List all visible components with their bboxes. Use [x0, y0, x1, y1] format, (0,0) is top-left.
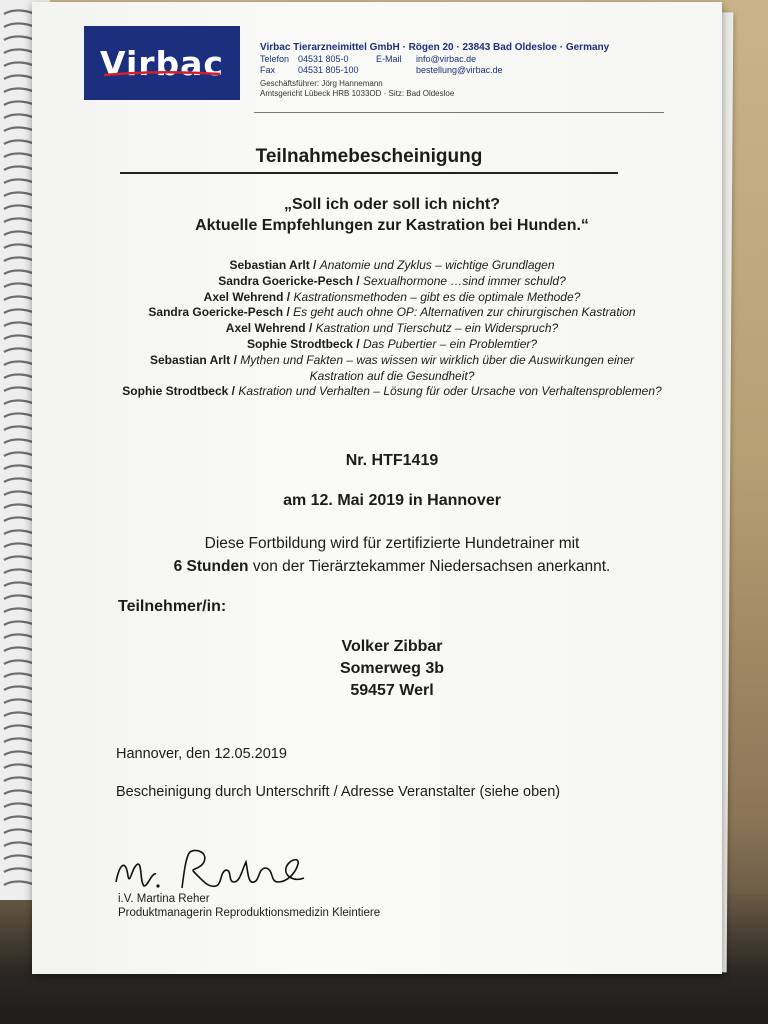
- talk-topic: Anatomie und Zyklus – wichtige Grundlagen: [319, 258, 555, 272]
- talk-topic: Sexualhormone …sind immer schuld?: [362, 273, 566, 288]
- talk-speaker: Sandra Goericke-Pesch: [218, 273, 353, 288]
- registry-info: Amtsgericht Lübeck HRB 1033OD · Sitz: Bad Oldesloe: [260, 88, 455, 98]
- talk-separator: /: [309, 258, 320, 272]
- course-title-line1: „Soll ich oder soll ich nicht?: [283, 196, 501, 213]
- talk-item: [122, 353, 662, 385]
- talk-item: [122, 384, 662, 400]
- signer-role: Produktmanagerin Reproduktionsmedizin Kleintiere: [118, 907, 381, 919]
- course-number: Nr. HTF1419: [345, 452, 439, 469]
- phone-label: Telefon: [260, 53, 290, 64]
- logo-text: Virbac: [100, 43, 224, 83]
- company-info: [260, 42, 680, 99]
- recognition-line2: [92, 555, 692, 578]
- talk-item: [122, 337, 662, 353]
- signature-note: Bescheinigung durch Unterschrift / Adresse Veranstalter (siehe oben): [116, 784, 561, 800]
- participant-name: Volker Zibbar: [341, 638, 443, 655]
- talk-separator: /: [352, 273, 363, 288]
- talk-separator: /: [283, 305, 294, 320]
- recognition-hours: 6 Stunden: [173, 558, 249, 575]
- talk-list: [122, 258, 662, 400]
- email-label: E-Mail: [376, 53, 402, 64]
- course-title: [92, 194, 692, 236]
- talk-separator: /: [228, 384, 239, 399]
- talk-separator: /: [305, 321, 316, 336]
- talk-topic: Kastrationsmethoden – gibt es die optimale Methode?: [293, 289, 581, 304]
- talk-item: [122, 258, 662, 274]
- course-date-place: am 12. Mai 2019 in Hannover: [283, 492, 501, 509]
- talk-separator: /: [352, 336, 363, 351]
- talk-speaker: Axel Wehrend: [225, 321, 306, 336]
- recognition-statement: [92, 532, 692, 578]
- talk-separator: /: [230, 352, 241, 367]
- order-email-value: bestellung@virbac.de: [416, 65, 503, 75]
- participant-label: Teilnehmer/in:: [118, 598, 227, 615]
- talk-item: [122, 274, 662, 290]
- talk-topic: Es geht auch ohne OP: Alternativen zur chirurgischen Kastration: [293, 305, 636, 320]
- talk-speaker: Sandra Goericke-Pesch: [148, 305, 284, 320]
- page-title: Teilnahmebescheinigung: [255, 146, 483, 167]
- talk-topic: Mythen und Fakten – was wissen wir wirklich über die Auswirkungen einer Kastration auf die Gesundheit?: [240, 352, 634, 383]
- talk-topic: Das Pubertier – ein Problemtier?: [362, 336, 538, 351]
- contact-row-phone: [260, 54, 680, 66]
- fax-label: Fax: [260, 65, 276, 75]
- place-date: Hannover, den 12.05.2019: [116, 746, 287, 762]
- talk-speaker: Sophie Strodtbeck: [122, 384, 229, 399]
- logo-swoosh-icon: [102, 70, 222, 78]
- managing-director: Geschäftsführer: Jörg Hannemann: [260, 78, 383, 88]
- participant-city: 59457 Werl: [350, 682, 434, 699]
- virbac-logo: [84, 26, 240, 100]
- talk-separator: /: [283, 289, 294, 304]
- talk-speaker: Sebastian Arlt: [229, 258, 310, 272]
- contact-row-fax: [260, 65, 680, 77]
- company-line: Virbac Tierarzneimittel GmbH · Rögen 20 · 23843 Bad Oldesloe · Germany: [260, 42, 610, 53]
- talk-topic: Kastration und Tierschutz – ein Widerspruch?: [315, 321, 559, 336]
- recognition-line2-rest: von der Tierärztekammer Niedersachsen anerkannt.: [248, 558, 611, 575]
- handwritten-signature: [112, 842, 312, 898]
- participant-street: Somerweg 3b: [339, 660, 445, 677]
- recognition-line1: Diese Fortbildung wird für zertifizierte Hundetrainer mit: [204, 535, 580, 552]
- talk-speaker: Sophie Strodtbeck: [246, 336, 353, 351]
- title-underline: [120, 172, 618, 174]
- signer-block: [118, 892, 380, 920]
- talk-item: [122, 290, 662, 306]
- talk-item: [122, 305, 662, 321]
- talk-speaker: Sebastian Arlt: [150, 352, 231, 367]
- header-divider: [254, 112, 664, 113]
- certificate-page: [32, 2, 722, 974]
- talk-topic: Kastration und Verhalten – Lösung für oder Ursache von Verhaltensproblemen?: [238, 384, 662, 399]
- talk-speaker: Axel Wehrend: [203, 289, 284, 304]
- course-title-line2: Aktuelle Empfehlungen zur Kastration bei Hunden.“: [195, 217, 589, 234]
- fax-value: 04531 805-100: [298, 65, 359, 75]
- email-value: info@virbac.de: [416, 53, 477, 64]
- talk-item: [122, 321, 662, 337]
- signer-name: i.V. Martina Reher: [118, 893, 210, 905]
- phone-value: 04531 805-0: [298, 53, 349, 64]
- participant-address: [282, 636, 502, 702]
